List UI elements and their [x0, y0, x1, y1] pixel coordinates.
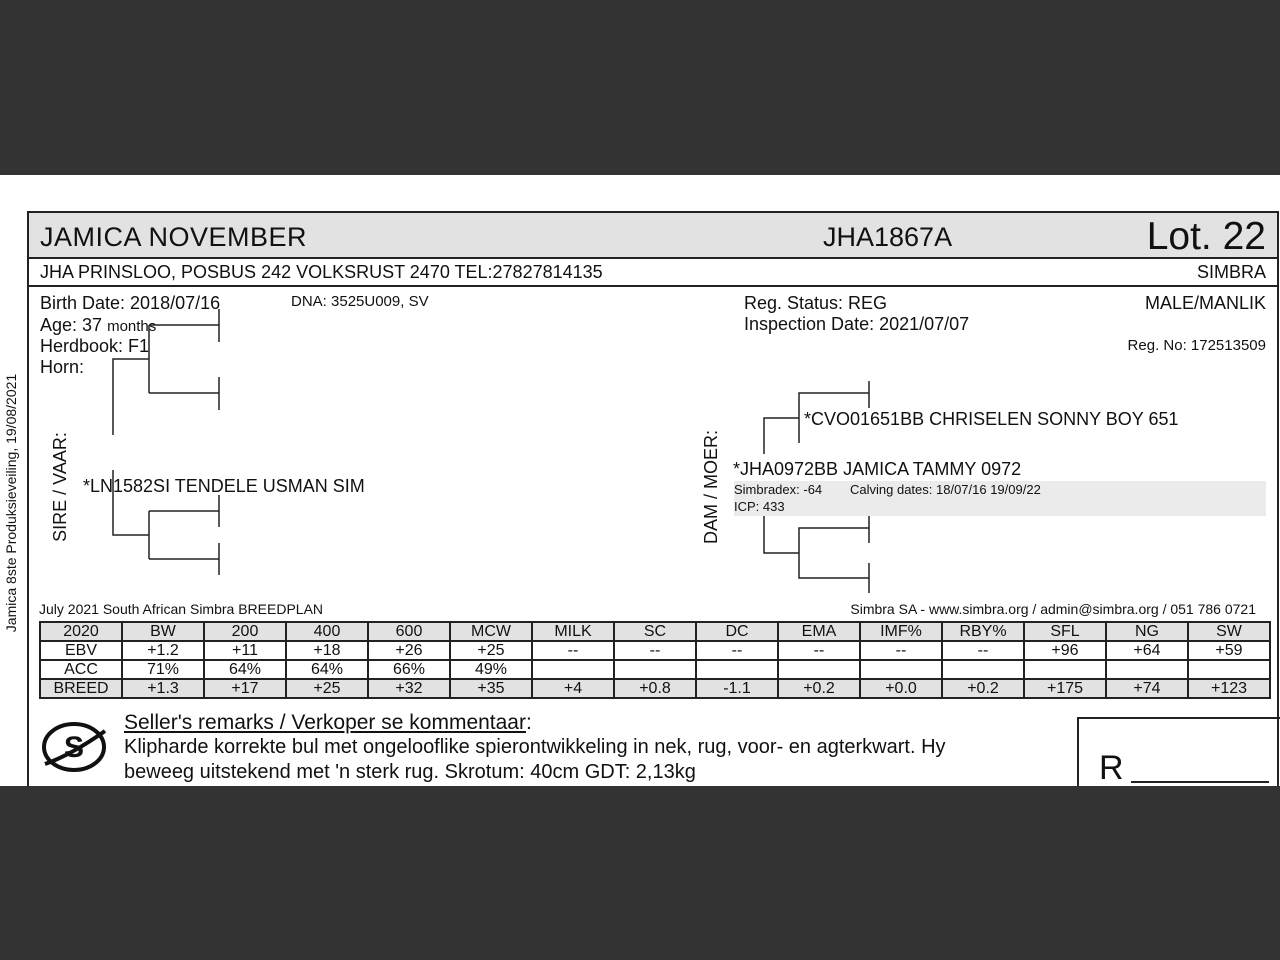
remarks-text	[124, 735, 1024, 785]
age-unit: months	[107, 318, 157, 335]
breedplan-row	[40, 660, 1270, 679]
breedplan-cell: +1.3	[122, 679, 204, 698]
remarks-line-2: beweeg uitstekend met 'n sterk rug. Skrotum: 40cm GDT: 2,13kg	[124, 761, 696, 783]
breedplan-cell: +0.8	[614, 679, 696, 698]
side-note: Jamica 8ste Produksieveiling, 19/08/2021	[3, 373, 19, 633]
breedplan-cell	[778, 660, 860, 679]
breedplan-cell: +11	[204, 641, 286, 660]
breedplan-row	[40, 622, 1270, 641]
breedplan-cell	[1188, 660, 1270, 679]
breed-name: SIMBRA	[1196, 262, 1266, 282]
animal-code: JHA1867A	[823, 222, 953, 252]
breedplan-cell: --	[696, 641, 778, 660]
breedplan-cell: +1.2	[122, 641, 204, 660]
catalogue-sheet	[0, 175, 1280, 786]
breedplan-cell: DC	[696, 622, 778, 641]
breedplan-cell: IMF%	[860, 622, 942, 641]
remarks-heading: Seller's remarks / Verkoper se kommentaar	[124, 711, 526, 734]
sire-name: *LN1582SI TENDELE USMAN SIM	[83, 476, 365, 496]
breedplan-cell: 64%	[204, 660, 286, 679]
breedplan-cell: 66%	[368, 660, 450, 679]
svg-text:S: S	[63, 731, 85, 764]
breedplan-cell: +0.2	[942, 679, 1024, 698]
breedplan-cell: +4	[532, 679, 614, 698]
breedplan-row	[40, 679, 1270, 698]
dam-details	[734, 481, 1266, 516]
dam-name: *JHA0972BB JAMICA TAMMY 0972	[733, 459, 1022, 479]
breedplan-cell: +18	[286, 641, 368, 660]
breedplan-cell: --	[942, 641, 1024, 660]
price-blank-line[interactable]	[1131, 781, 1269, 783]
breedplan-cell: --	[614, 641, 696, 660]
animal-name: JAMICA NOVEMBER	[40, 222, 308, 252]
dam-calving-dates: Calving dates: 18/07/16 19/09/22	[850, 482, 1041, 497]
breedplan-cell: --	[778, 641, 860, 660]
sex: MALE/MANLIK	[1144, 293, 1266, 313]
dam-simbradex: Simbradex: -64	[734, 482, 823, 497]
breedplan-cell: SC	[614, 622, 696, 641]
breedplan-cell	[1024, 660, 1106, 679]
breedplan-cell: SFL	[1024, 622, 1106, 641]
lot-card	[27, 211, 1279, 786]
breedplan-cell: MCW	[450, 622, 532, 641]
breedplan-cell	[942, 660, 1024, 679]
breedplan-cell: MILK	[532, 622, 614, 641]
birth-date: Birth Date: 2018/07/16	[40, 293, 221, 313]
breedplan-caption: July 2021 South African Simbra BREEDPLAN	[39, 601, 324, 617]
dam-label: DAM / MOER:	[701, 430, 721, 545]
breedplan-cell: EMA	[778, 622, 860, 641]
simbra-logo-icon	[41, 719, 111, 775]
remarks-colon: :	[525, 711, 532, 734]
breedplan-cell: +123	[1188, 679, 1270, 698]
breedplan-cell: -1.1	[696, 679, 778, 698]
breedplan-cell: +35	[450, 679, 532, 698]
breedplan-cell: NG	[1106, 622, 1188, 641]
breedplan-cell: +74	[1106, 679, 1188, 698]
breedplan-cell: BW	[122, 622, 204, 641]
breedplan-cell	[860, 660, 942, 679]
breedplan-cell: 49%	[450, 660, 532, 679]
owner-details: JHA PRINSLOO, POSBUS 242 VOLKSRUST 2470 TEL:27827814135	[40, 262, 603, 282]
reg-status: Reg. Status: REG	[744, 293, 888, 313]
breedplan-cell: 400	[286, 622, 368, 641]
age-value: Age: 37	[40, 315, 103, 335]
breedplan-row	[40, 641, 1270, 660]
reg-number: Reg. No: 172513509	[1127, 337, 1266, 354]
breedplan-cell: 600	[368, 622, 450, 641]
breedplan-cell: RBY%	[942, 622, 1024, 641]
breedplan-cell: 64%	[286, 660, 368, 679]
breedplan-cell: +0.2	[778, 679, 860, 698]
breedplan-cell: 71%	[122, 660, 204, 679]
breedplan-cell	[532, 660, 614, 679]
lot-number: Lot. 22	[1146, 215, 1266, 258]
breedplan-cell	[614, 660, 696, 679]
breedplan-row-label: EBV	[40, 641, 122, 660]
breedplan-cell: +96	[1024, 641, 1106, 660]
breedplan-cell: +25	[450, 641, 532, 660]
price-box	[1077, 717, 1280, 786]
breedplan-cell: +25	[286, 679, 368, 698]
dam-icp: ICP: 433	[734, 499, 785, 514]
breedplan-row-label: BREED	[40, 679, 122, 698]
breedplan-cell: +64	[1106, 641, 1188, 660]
breedplan-cell: +26	[368, 641, 450, 660]
remarks-title	[124, 711, 532, 735]
price-currency: R	[1099, 749, 1124, 786]
remarks-line-1: Klipharde korrekte bul met ongelooflike spierontwikkeling in nek, rug, voor- en agterkwart. Hy	[124, 736, 946, 758]
breedplan-cell: +17	[204, 679, 286, 698]
breedplan-cell: 200	[204, 622, 286, 641]
breedplan-cell: +59	[1188, 641, 1270, 660]
breedplan-cell: +32	[368, 679, 450, 698]
dam-sire-name: *CVO01651BB CHRISELEN SONNY BOY 651	[804, 409, 1179, 429]
breedplan-cell: +0.0	[860, 679, 942, 698]
breedplan-cell	[1106, 660, 1188, 679]
horn: Horn:	[40, 357, 85, 377]
breedplan-cell: +175	[1024, 679, 1106, 698]
breedplan-row-label: ACC	[40, 660, 122, 679]
breedplan-cell: --	[532, 641, 614, 660]
sire-label: SIRE / VAAR:	[50, 432, 70, 542]
contact-caption: Simbra SA - www.simbra.org / admin@simbra.org / 051 786 0721	[850, 601, 1256, 617]
herdbook: Herdbook: F1	[40, 336, 150, 356]
breedplan-cell: --	[860, 641, 942, 660]
breedplan-cell: SW	[1188, 622, 1270, 641]
breedplan-table	[39, 621, 1271, 699]
breedplan-row-label: 2020	[40, 622, 122, 641]
breedplan-cell	[696, 660, 778, 679]
inspection-date: Inspection Date: 2021/07/07	[744, 314, 970, 334]
dna-info: DNA: 3525U009, SV	[291, 293, 429, 310]
